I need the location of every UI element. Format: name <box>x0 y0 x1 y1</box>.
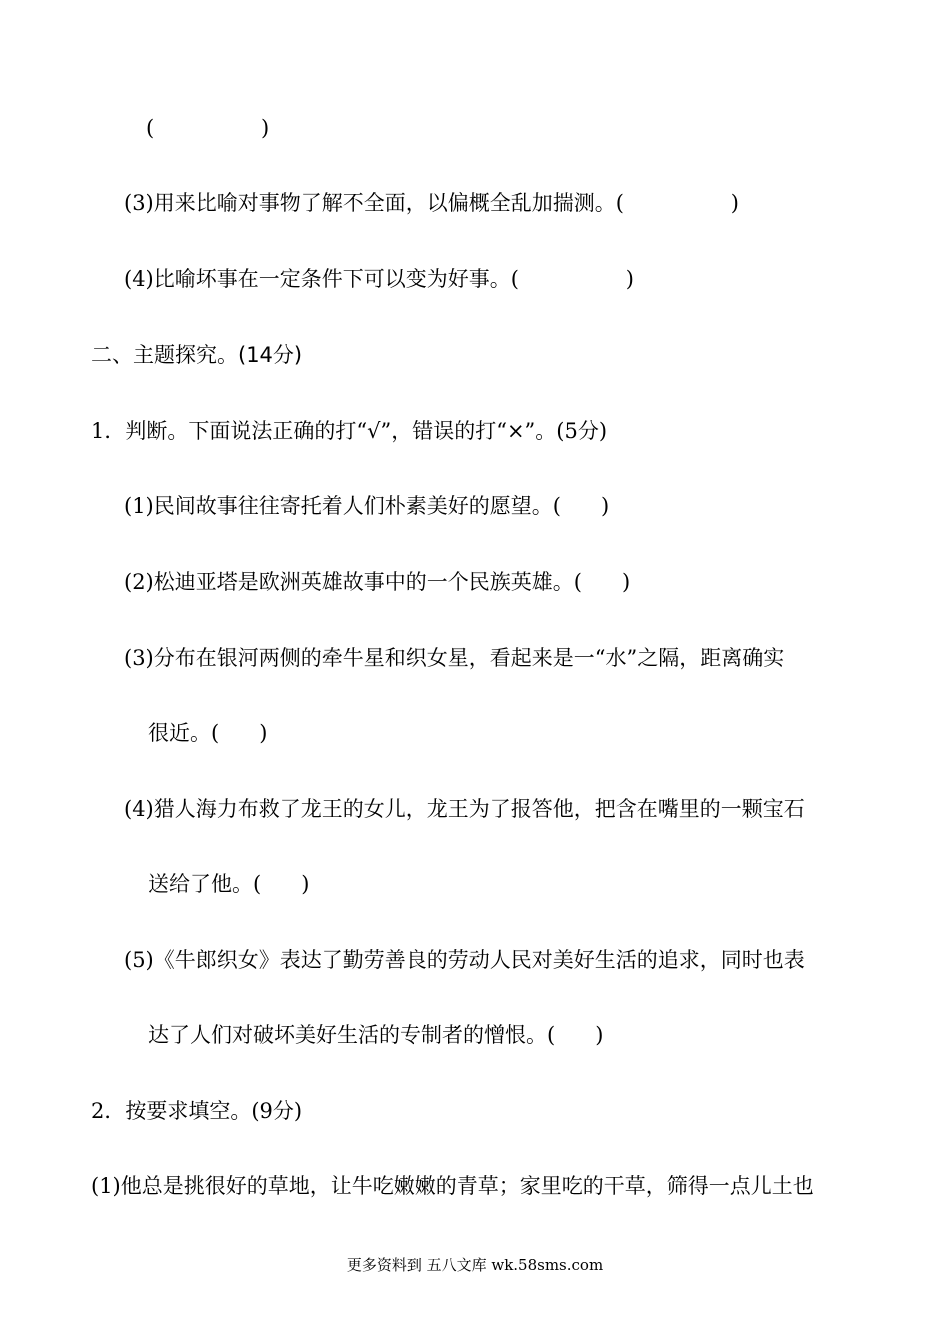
footer-watermark: 更多资料到 五八文库 wk.58sms.com <box>346 1256 604 1274</box>
section-heading: 二、主题探究。(14分) <box>91 343 303 367</box>
judge-item-4-continued: 送给了他。( ) <box>148 872 310 896</box>
judge-item-1: (1)民间故事往往寄托着人们朴素美好的愿望。( ) <box>124 494 610 518</box>
question-2-heading: 2．按要求填空。(9分) <box>91 1099 303 1123</box>
judge-item-5: (5)《牛郎织女》表达了勤劳善良的劳动人民对美好生活的追求，同时也表 <box>124 948 805 972</box>
judge-item-3-continued: 很近。( ) <box>148 721 268 745</box>
answer-blank-continuation: ( ) <box>146 116 270 140</box>
judge-item-2: (2)松迪亚塔是欧洲英雄故事中的一个民族英雄。( ) <box>124 570 631 594</box>
judge-item-5-continued: 达了人们对破坏美好生活的专制者的憎恨。( ) <box>148 1023 604 1047</box>
question-1-heading: 1．判断。下面说法正确的打“√”，错误的打“×”。(5分) <box>91 419 608 443</box>
question-item-3: (3)用来比喻对事物了解不全面，以偏概全乱加揣测。( ) <box>124 191 739 215</box>
judge-item-4: (4)猎人海力布救了龙王的女儿，龙王为了报答他，把含在嘴里的一颗宝石 <box>124 797 805 821</box>
fill-item-1: (1)他总是挑很好的草地，让牛吃嫩嫩的青草；家里吃的干草，筛得一点儿土也 <box>91 1174 814 1198</box>
question-item-4: (4)比喻坏事在一定条件下可以变为好事。( ) <box>124 267 634 291</box>
judge-item-3: (3)分布在银河两侧的牵牛星和织女星，看起来是一“水”之隔，距离确实 <box>124 646 785 670</box>
